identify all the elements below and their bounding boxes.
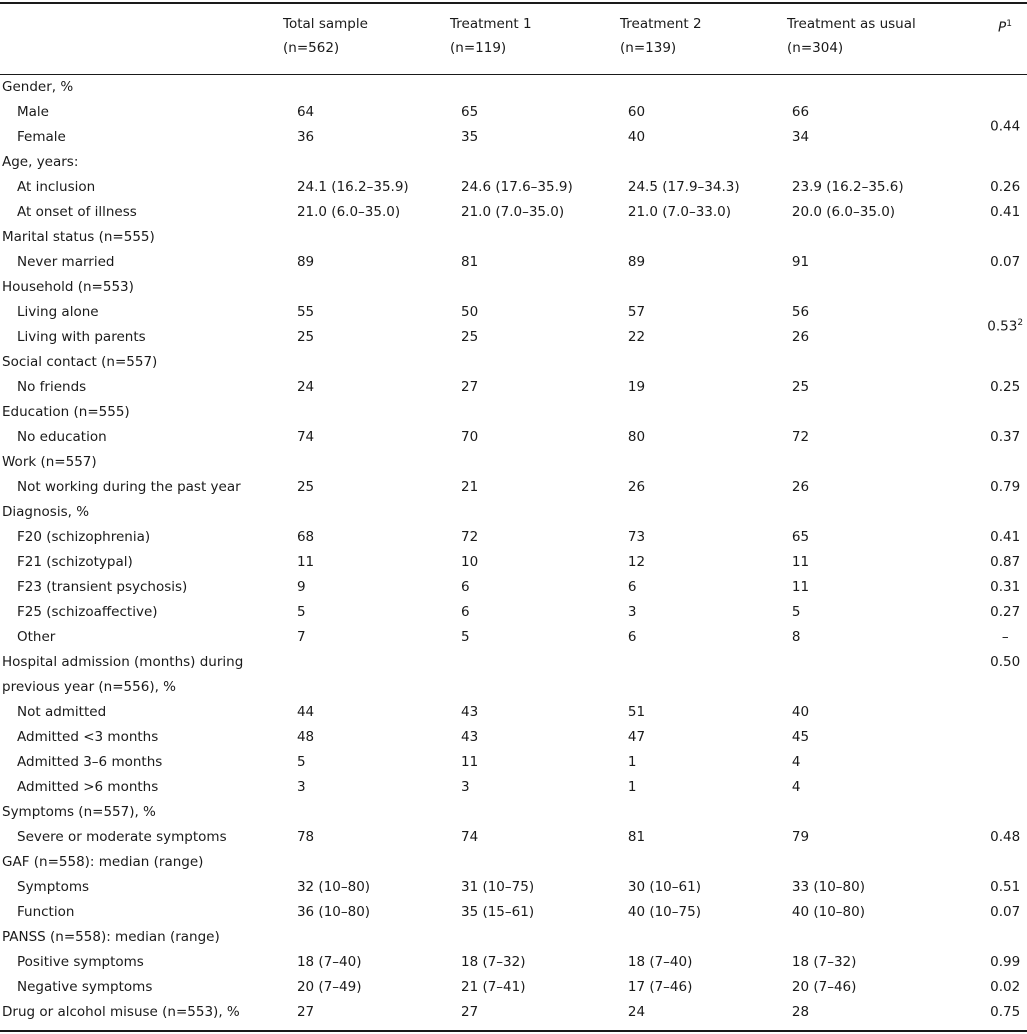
- row-label: Admitted >6 months: [17, 779, 159, 795]
- row-label: Social contact (n=557): [2, 354, 158, 370]
- row-value: 56: [791, 304, 810, 320]
- row-value: 40: [627, 129, 646, 145]
- table-row: [0, 150, 1027, 175]
- row-value: 26: [791, 329, 810, 345]
- row-value: 78: [296, 829, 315, 845]
- row-value: 35: [460, 129, 479, 145]
- row-value: 28: [791, 1004, 810, 1020]
- p-value: 0.51: [990, 879, 1021, 895]
- row-label: Severe or moderate symptoms: [17, 829, 227, 845]
- p-value: 0.41: [990, 204, 1021, 220]
- row-value: [628, 675, 792, 700]
- p-value: [983, 800, 1027, 825]
- row-label: Education (n=555): [2, 404, 130, 420]
- row-label: PANSS (n=558): median (range): [2, 929, 220, 945]
- row-value: 50: [460, 304, 479, 320]
- row-value: 65: [460, 104, 479, 120]
- table-row: [0, 325, 1027, 350]
- row-value: [461, 925, 628, 950]
- row-value: 6: [460, 579, 470, 595]
- row-label: Function: [17, 904, 75, 920]
- table-row: [0, 500, 1027, 525]
- table-row: [0, 525, 1027, 550]
- row-value: 18 (7–40): [296, 954, 362, 970]
- row-value: 55: [296, 304, 315, 320]
- row-value: 60: [627, 104, 646, 120]
- p-value: [983, 850, 1027, 875]
- p-value: [983, 275, 1027, 300]
- row-value: [792, 800, 983, 825]
- row-value: 40 (10–75): [627, 904, 701, 920]
- row-label: Symptoms: [17, 879, 90, 895]
- row-value: 36: [296, 129, 315, 145]
- row-value: [461, 400, 628, 425]
- row-value: [792, 675, 983, 700]
- row-value: [792, 350, 983, 375]
- p-value: [983, 700, 1027, 725]
- table-row: [0, 725, 1027, 750]
- p-value: 0.02: [990, 979, 1021, 995]
- row-value: 68: [296, 529, 315, 545]
- row-value: 20 (7–46): [791, 979, 857, 995]
- p-value: 0.27: [990, 604, 1021, 620]
- row-value: 6: [460, 604, 470, 620]
- table-row: [0, 100, 1027, 125]
- header-total-sample: Total sample (n=562): [283, 16, 368, 56]
- row-value: 48: [296, 729, 315, 745]
- row-value: 74: [460, 829, 479, 845]
- row-label: F23 (transient psychosis): [17, 579, 188, 595]
- top-rule: [0, 2, 1027, 4]
- row-value: [461, 850, 628, 875]
- table-row: [0, 250, 1027, 275]
- row-label: F21 (schizotypal): [17, 554, 133, 570]
- row-label: Living alone: [17, 304, 99, 320]
- table-row: [0, 825, 1027, 850]
- row-value: [461, 675, 628, 700]
- table-row: [0, 975, 1027, 1000]
- row-value: 21.0 (7.0–33.0): [627, 204, 732, 220]
- row-value: [792, 75, 983, 100]
- row-value: 43: [460, 729, 479, 745]
- row-value: 72: [460, 529, 479, 545]
- row-label: Work (n=557): [2, 454, 97, 470]
- row-value: [461, 75, 628, 100]
- row-value: 24: [627, 1004, 646, 1020]
- row-label: GAF (n=558): median (range): [2, 854, 204, 870]
- row-value: [297, 225, 461, 250]
- row-value: [792, 150, 983, 175]
- row-value: 5: [460, 629, 470, 645]
- row-label: Not admitted: [17, 704, 107, 720]
- row-value: 89: [627, 254, 646, 270]
- row-value: 18 (7–32): [791, 954, 857, 970]
- p-value: 0.41: [990, 529, 1021, 545]
- row-value: [792, 400, 983, 425]
- table-row: [0, 575, 1027, 600]
- row-value: 21.0 (6.0–35.0): [296, 204, 401, 220]
- row-value: [792, 450, 983, 475]
- row-value: 17 (7–46): [627, 979, 693, 995]
- row-value: [297, 925, 461, 950]
- p-value: [983, 225, 1027, 250]
- row-value: [461, 500, 628, 525]
- table-row: [0, 75, 1027, 100]
- row-value: 5: [296, 604, 306, 620]
- table-row: [0, 625, 1027, 650]
- row-label: No education: [17, 429, 107, 445]
- row-value: 25: [791, 379, 810, 395]
- row-value: 8: [791, 629, 801, 645]
- row-value: [792, 925, 983, 950]
- row-label: At inclusion: [17, 179, 96, 195]
- p-value: 0.87: [990, 554, 1021, 570]
- row-value: [461, 225, 628, 250]
- row-value: 11: [791, 579, 810, 595]
- row-value: 44: [296, 704, 315, 720]
- table-row: [0, 475, 1027, 500]
- p-value-merged: 0.44: [990, 118, 1021, 135]
- row-value: [461, 450, 628, 475]
- table-row: [0, 175, 1027, 200]
- row-label: Living with parents: [17, 329, 146, 345]
- row-value: 18 (7–32): [460, 954, 526, 970]
- row-value: 23.9 (16.2–35.6): [791, 179, 904, 195]
- row-value: [628, 800, 792, 825]
- p-value: 0.07: [990, 254, 1021, 270]
- table-row: [0, 850, 1027, 875]
- row-value: [461, 275, 628, 300]
- row-value: [297, 650, 461, 675]
- row-label: Hospital admission (months) during: [2, 654, 244, 670]
- p-value: [983, 350, 1027, 375]
- row-value: [297, 350, 461, 375]
- row-value: 26: [627, 479, 646, 495]
- row-value: 35 (15–61): [460, 904, 535, 920]
- row-value: 11: [460, 754, 479, 770]
- row-label: Diagnosis, %: [2, 504, 90, 520]
- p-value: [983, 500, 1027, 525]
- row-value: 21: [460, 479, 479, 495]
- row-value: [628, 400, 792, 425]
- row-label: Male: [17, 104, 49, 120]
- p-value: [983, 150, 1027, 175]
- row-value: 57: [627, 304, 646, 320]
- row-value: 34: [791, 129, 810, 145]
- row-value: [461, 800, 628, 825]
- row-value: 24.1 (16.2–35.9): [296, 179, 409, 195]
- row-label: Other: [17, 629, 56, 645]
- p-value: [983, 925, 1027, 950]
- row-value: 27: [460, 379, 479, 395]
- row-value: 73: [627, 529, 646, 545]
- row-value: 80: [627, 429, 646, 445]
- table-row: [0, 400, 1027, 425]
- table-row: [0, 450, 1027, 475]
- row-value: [628, 650, 792, 675]
- row-label: No friends: [17, 379, 87, 395]
- row-value: 10: [460, 554, 479, 570]
- row-value: [792, 225, 983, 250]
- row-value: [792, 850, 983, 875]
- row-value: 6: [627, 629, 637, 645]
- table-row: [0, 275, 1027, 300]
- p-value: [983, 750, 1027, 775]
- p-value: 0.48: [990, 829, 1021, 845]
- row-value: [297, 850, 461, 875]
- table-row: [0, 800, 1027, 825]
- row-value: 40: [791, 704, 810, 720]
- row-value: 91: [791, 254, 810, 270]
- row-value: 32 (10–80): [296, 879, 371, 895]
- row-value: 25: [296, 329, 315, 345]
- row-value: 36 (10–80): [296, 904, 371, 920]
- row-value: 21 (7–41): [460, 979, 526, 995]
- row-label: At onset of illness: [17, 204, 137, 220]
- row-value: [297, 675, 461, 700]
- row-label: Female: [17, 129, 66, 145]
- row-label: Age, years:: [2, 154, 79, 170]
- row-value: 79: [791, 829, 810, 845]
- row-value: 24: [296, 379, 315, 395]
- table-row: [0, 650, 1027, 675]
- row-value: 47: [627, 729, 646, 745]
- table-row: [0, 925, 1027, 950]
- table-row: [0, 700, 1027, 725]
- row-value: [628, 150, 792, 175]
- table-row: [0, 300, 1027, 325]
- header-p-value: $P^1$: [998, 19, 1012, 36]
- characteristics-table: [0, 75, 1027, 1025]
- row-value: 20.0 (6.0–35.0): [791, 204, 896, 220]
- row-value: 25: [460, 329, 479, 345]
- row-value: 3: [460, 779, 470, 795]
- row-value: 11: [791, 554, 810, 570]
- header-treatment-1: Treatment 1 (n=119): [450, 16, 532, 56]
- p-value: 0.37: [990, 429, 1021, 445]
- row-value: [297, 275, 461, 300]
- row-value: [461, 650, 628, 675]
- p-value: 0.75: [990, 1004, 1021, 1020]
- p-value: [983, 675, 1027, 700]
- row-value: 40 (10–80): [791, 904, 866, 920]
- row-value: 1: [627, 754, 637, 770]
- row-value: 45: [791, 729, 810, 745]
- row-value: 3: [296, 779, 306, 795]
- row-value: 19: [627, 379, 646, 395]
- row-value: 89: [296, 254, 315, 270]
- row-value: 33 (10–80): [791, 879, 866, 895]
- table-row: [0, 350, 1027, 375]
- p-value: [983, 75, 1027, 100]
- row-value: 24.5 (17.9–34.3): [627, 179, 740, 195]
- table-row: [0, 125, 1027, 150]
- p-value: 0.25: [990, 379, 1021, 395]
- row-value: [297, 450, 461, 475]
- header-treatment-2: Treatment 2 (n=139): [620, 16, 702, 56]
- row-value: 81: [460, 254, 479, 270]
- p-value: 0.99: [990, 954, 1021, 970]
- table-row: [0, 875, 1027, 900]
- row-label: previous year (n=556), %: [2, 679, 176, 695]
- row-value: 21.0 (7.0–35.0): [460, 204, 565, 220]
- row-value: [628, 225, 792, 250]
- row-value: [628, 500, 792, 525]
- row-value: 27: [296, 1004, 315, 1020]
- p-value: [983, 450, 1027, 475]
- row-value: [792, 275, 983, 300]
- table-row: [0, 675, 1027, 700]
- header-treatment-as-usual: Treatment as usual (n=304): [787, 16, 916, 56]
- row-value: [628, 350, 792, 375]
- row-label: Drug or alcohol misuse (n=553), %: [2, 1004, 240, 1020]
- table-row: [0, 600, 1027, 625]
- table-row: [0, 950, 1027, 975]
- row-value: 20 (7–49): [296, 979, 362, 995]
- p-value: 0.26: [990, 179, 1021, 195]
- row-value: 24.6 (17.6–35.9): [460, 179, 573, 195]
- row-value: [628, 450, 792, 475]
- row-value: 81: [627, 829, 646, 845]
- row-label: F25 (schizoaffective): [17, 604, 158, 620]
- row-value: 74: [296, 429, 315, 445]
- row-label: Gender, %: [2, 79, 74, 95]
- row-value: 18 (7–40): [627, 954, 693, 970]
- table-row: [0, 900, 1027, 925]
- row-value: 9: [296, 579, 306, 595]
- row-value: 5: [296, 754, 306, 770]
- row-label: Symptoms (n=557), %: [2, 804, 156, 820]
- row-label: Admitted <3 months: [17, 729, 159, 745]
- row-value: 1: [627, 779, 637, 795]
- p-value: –: [1001, 629, 1009, 645]
- row-value: 11: [296, 554, 315, 570]
- row-label: Admitted 3–6 months: [17, 754, 163, 770]
- row-value: [297, 800, 461, 825]
- row-value: 27: [460, 1004, 479, 1020]
- row-label: Not working during the past year: [17, 479, 241, 495]
- row-value: [628, 275, 792, 300]
- table-row: [0, 550, 1027, 575]
- table-row: [0, 425, 1027, 450]
- row-label: F20 (schizophrenia): [17, 529, 151, 545]
- row-value: [461, 350, 628, 375]
- table-row: [0, 750, 1027, 775]
- row-value: [297, 500, 461, 525]
- row-value: 51: [627, 704, 646, 720]
- p-value: [983, 725, 1027, 750]
- row-value: 65: [791, 529, 810, 545]
- p-value: 0.31: [990, 579, 1021, 595]
- row-value: 3: [627, 604, 637, 620]
- row-value: 4: [791, 779, 801, 795]
- table-row: [0, 375, 1027, 400]
- row-label: Never married: [17, 254, 115, 270]
- row-value: 25: [296, 479, 315, 495]
- row-value: 7: [296, 629, 306, 645]
- row-value: [628, 850, 792, 875]
- row-value: 72: [791, 429, 810, 445]
- row-value: 64: [296, 104, 315, 120]
- table-row: [0, 1000, 1027, 1025]
- row-label: Negative symptoms: [17, 979, 153, 995]
- row-value: 70: [460, 429, 479, 445]
- row-value: 12: [627, 554, 646, 570]
- row-value: [792, 500, 983, 525]
- p-value: 0.50: [990, 654, 1021, 670]
- table-row: [0, 200, 1027, 225]
- p-value: [983, 775, 1027, 800]
- row-value: 26: [791, 479, 810, 495]
- row-value: [628, 925, 792, 950]
- row-value: 4: [791, 754, 801, 770]
- row-label: Positive symptoms: [17, 954, 144, 970]
- p-value: [983, 400, 1027, 425]
- table-row: [0, 225, 1027, 250]
- row-value: 30 (10–61): [627, 879, 701, 895]
- p-value-merged: 0.53$^2$: [987, 317, 1024, 335]
- row-value: [792, 650, 983, 675]
- row-value: 31 (10–75): [460, 879, 535, 895]
- bottom-rule: [0, 1030, 1027, 1032]
- row-label: Household (n=553): [2, 279, 134, 295]
- p-value: 0.79: [990, 479, 1021, 495]
- row-value: 5: [791, 604, 801, 620]
- row-value: 43: [460, 704, 479, 720]
- row-value: 22: [627, 329, 646, 345]
- row-value: 6: [627, 579, 637, 595]
- row-value: [461, 150, 628, 175]
- row-label: Marital status (n=555): [2, 229, 155, 245]
- row-value: [297, 150, 461, 175]
- row-value: [297, 400, 461, 425]
- table-row: [0, 775, 1027, 800]
- row-value: [297, 75, 461, 100]
- p-value: 0.07: [990, 904, 1021, 920]
- row-value: [628, 75, 792, 100]
- row-value: 66: [791, 104, 810, 120]
